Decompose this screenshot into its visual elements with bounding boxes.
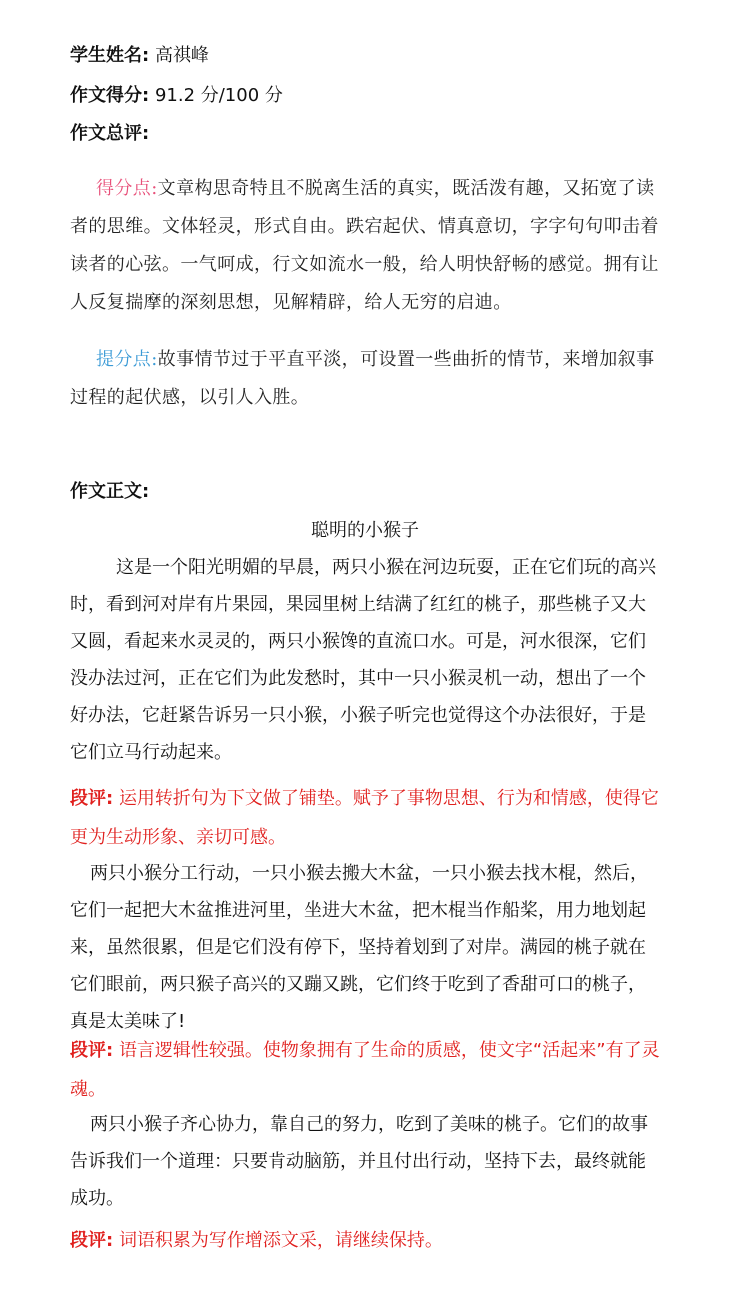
paragraph-review-3 xyxy=(70,1221,662,1260)
essay-paragraph-1: 这是一个阳光明媚的早晨，两只小猴在河边玩耍，正在它们玩的高兴时，看到河对岸有片果园，果园里树上结满了红红的桃子，那些桃子又大又圆，看起来水灵灵的，两只小猴馋的直流口水。可是，河水很深，它们没办法过河，正在它们为此发愁时，其中一只小猴灵机一动，想出了一个好办法，它赶紧告诉另一只小猴，小猴子听完也觉得这个办法很好，于是它们立马行动起来。 xyxy=(70,557,656,763)
paragraph-review-2 xyxy=(70,1031,662,1109)
paragraph-review-label: 段评: xyxy=(70,1230,114,1251)
essay-score-field xyxy=(70,84,283,108)
paragraph-review-label: 段评: xyxy=(70,1040,114,1061)
score-points-tag: 得分点: xyxy=(96,178,158,199)
paragraph-review-1 xyxy=(70,779,662,857)
essay-paragraph-3: 两只小猴子齐心协力，靠自己的努力，吃到了美味的桃子。它们的故事告诉我们一个道理：只要肯动脑筋，并且付出行动，坚持下去，最终就能成功。 xyxy=(70,1114,648,1209)
score-points-text: 文章构思奇特且不脱离生活的真实，既活泼有趣，又拓宽了读者的思维。文体轻灵，形式自由。跌宕起伏、情真意切，字字句句叩击着读者的心弦。一气呵成，行文如流水一般，给人明快舒畅的感觉。拥有让人反复揣摩的深刻思想，见解精辟，给人无穷的启迪。 xyxy=(70,178,659,313)
paragraph-review-text: 词语积累为写作增添文采，请继续保持。 xyxy=(118,1230,443,1251)
improve-points-text: 故事情节过于平直平淡，可设置一些曲折的情节，来增加叙事过程的起伏感，以引人入胜。 xyxy=(70,349,655,408)
essay-score-value: 91.2 分/100 分 xyxy=(154,85,283,106)
student-name-value: 高祺峰 xyxy=(154,45,209,66)
paragraph-review-text: 运用转折句为下文做了铺垫。赋予了事物思想、行为和情感，使得它更为生动形象、亲切可感。 xyxy=(70,788,659,848)
essay-heading: 作文正文: xyxy=(70,481,150,502)
essay-score-label: 作文得分: xyxy=(70,85,150,106)
paragraph-review-text: 语言逻辑性较强。使物象拥有了生命的质感，使文字“活起来”有了灵魂。 xyxy=(70,1040,660,1100)
student-name-field xyxy=(70,44,209,68)
essay-title: 聪明的小猴子 xyxy=(311,520,419,541)
summary-heading: 作文总评: xyxy=(70,123,150,144)
essay-paragraph-2: 两只小猴分工行动，一只小猴去搬大木盆，一只小猴去找木棍，然后，它们一起把大木盆推进河里，坐进大木盆，把木棍当作船桨，用力地划起来，虽然很累，但是它们没有停下，坚持着划到了对岸。满园的桃子就在它们眼前，两只猴子高兴的又蹦又跳，它们终于吃到了香甜可口的桃子，真是太美味了! xyxy=(70,863,648,1032)
improve-points-tag: 提分点: xyxy=(96,349,158,370)
paragraph-review-label: 段评: xyxy=(70,788,114,809)
improve-points-comment xyxy=(70,341,662,417)
score-points-comment xyxy=(70,170,662,322)
student-name-label: 学生姓名: xyxy=(70,45,150,66)
